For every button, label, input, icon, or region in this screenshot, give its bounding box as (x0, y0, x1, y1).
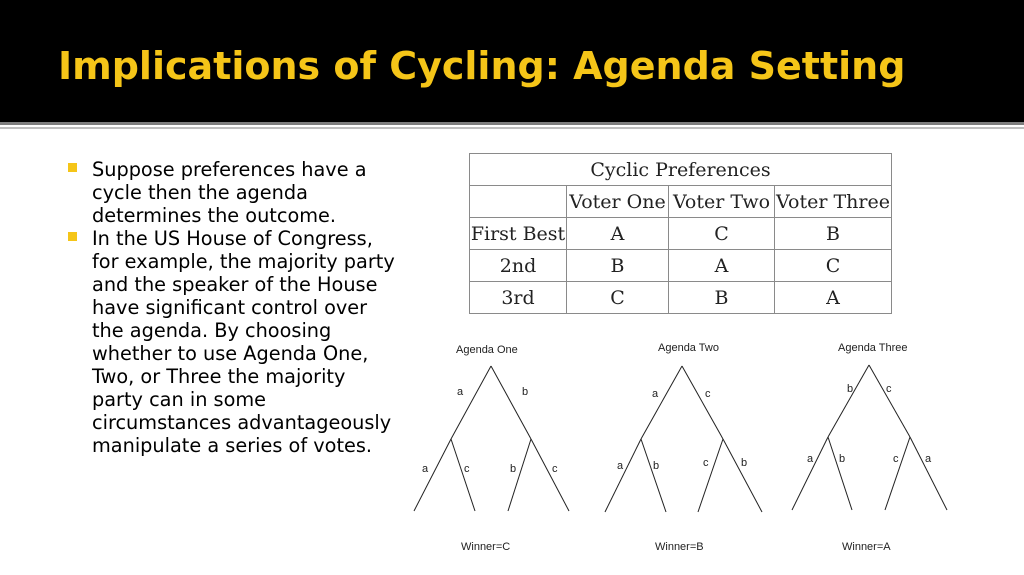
table-cell: A (775, 282, 892, 314)
tree-edge (828, 437, 852, 510)
table-cell: B (567, 250, 669, 282)
agenda-title: Agenda Three (838, 342, 908, 354)
leaf-label: a (422, 463, 429, 475)
square-bullet-icon (68, 232, 77, 241)
tree-edge (641, 439, 666, 512)
tree-edge (723, 439, 762, 512)
tree-edge (491, 366, 531, 439)
winner-label: Winner=C (461, 541, 511, 553)
table-cell: B (775, 218, 892, 250)
branch-label: a (652, 388, 659, 400)
branch-label: b (522, 386, 529, 398)
tree-edge (792, 437, 828, 510)
title-bar (0, 0, 1024, 122)
leaf-label: c (552, 463, 558, 475)
bullet-text: In the US House of Congress, for example, the majority party and the speaker of the House have significant control over the agenda. By choosing whether to use Agenda One, Two, or Three the majority party can in some circumstances advantageously manipulate a series of votes. (92, 227, 395, 457)
tree-edge (605, 439, 641, 512)
table-cell: C (567, 282, 669, 314)
tree-edge (682, 366, 723, 439)
agenda-title: Agenda Two (658, 342, 719, 354)
table-caption: Cyclic Preferences (470, 154, 892, 186)
title-divider-thin (0, 127, 1024, 129)
table-header-cell (470, 186, 567, 218)
tree-edge (828, 365, 869, 437)
table-header-cell: Voter Two (669, 186, 775, 218)
title-divider (0, 122, 1024, 125)
table-header-cell: Voter One (567, 186, 669, 218)
tree-edge (698, 439, 723, 512)
table-header-row (470, 186, 892, 218)
tree-edge (869, 365, 910, 437)
leaf-label: a (925, 453, 932, 465)
leaf-label: b (653, 460, 660, 472)
tree-edge (885, 437, 910, 510)
bullet-list (66, 158, 396, 457)
winner-label: Winner=A (842, 541, 891, 553)
branch-label: c (886, 383, 892, 395)
agenda-trees (400, 330, 960, 560)
agenda-tree (414, 344, 569, 553)
table-caption-row (470, 154, 892, 186)
table-cell: B (669, 282, 775, 314)
tree-edge (910, 437, 947, 510)
bullet-text: Suppose preferences have a cycle then the agenda determines the outcome. (92, 158, 367, 227)
leaf-label: b (741, 457, 748, 469)
branch-label: a (457, 386, 464, 398)
table-row (470, 218, 892, 250)
table-cell: 2nd (470, 250, 567, 282)
slide-title: Implications of Cycling: Agenda Setting (58, 44, 906, 88)
tree-edge (414, 439, 451, 511)
table-header-cell: Voter Three (775, 186, 892, 218)
leaf-label: c (893, 453, 899, 465)
table-cell: A (669, 250, 775, 282)
tree-edge (451, 366, 491, 439)
agenda-title: Agenda One (456, 344, 518, 356)
agenda-tree (605, 342, 762, 553)
table-cell: First Best (470, 218, 567, 250)
leaf-label: c (464, 463, 470, 475)
table-row (470, 282, 892, 314)
leaf-label: a (807, 453, 814, 465)
table-cell: A (567, 218, 669, 250)
winner-label: Winner=B (655, 541, 704, 553)
bullet-item (66, 158, 396, 227)
table-cell: 3rd (470, 282, 567, 314)
leaf-label: b (510, 463, 517, 475)
branch-label: c (705, 388, 711, 400)
preferences-table (469, 153, 892, 314)
table-cell: C (669, 218, 775, 250)
tree-edge (508, 439, 531, 511)
branch-label: b (847, 383, 854, 395)
table-cell: C (775, 250, 892, 282)
tree-edge (531, 439, 569, 511)
tree-edge (451, 439, 475, 511)
leaf-label: a (617, 460, 624, 472)
square-bullet-icon (68, 163, 77, 172)
bullet-item (66, 227, 396, 457)
table-row (470, 250, 892, 282)
leaf-label: c (703, 457, 709, 469)
tree-edge (641, 366, 682, 439)
agenda-tree (792, 342, 947, 553)
leaf-label: b (839, 453, 846, 465)
